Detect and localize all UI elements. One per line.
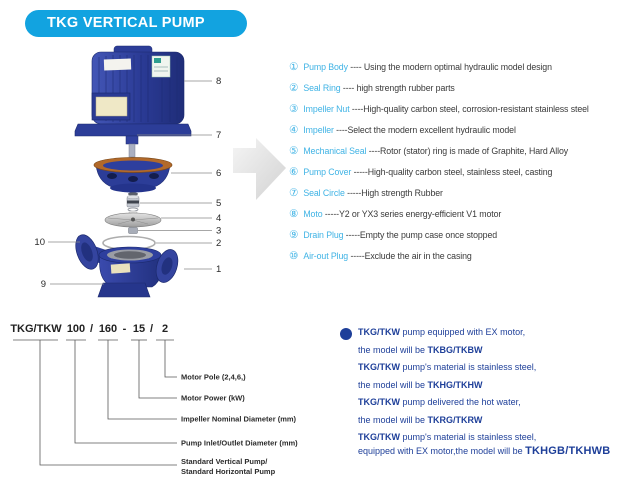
note-text-segment: pump's material is stainless steel, <box>400 432 537 442</box>
part-description: -----Empty the pump case once stopped <box>343 230 498 240</box>
note-line <box>358 414 614 432</box>
parts-list-item <box>289 183 615 204</box>
part-description: ----Rotor (stator) ring is made of Graphite, Hard Alloy <box>366 146 569 156</box>
note-line <box>358 344 614 362</box>
note-line <box>358 326 614 344</box>
model-seg-slash1: / <box>89 323 94 335</box>
note-text-segment: the model will be <box>358 414 428 425</box>
callout-5: 5 <box>216 198 222 209</box>
model-seg-pole: 2 <box>161 323 169 335</box>
part-description: -----Y2 or YX3 series energy-efficient V1 motor <box>322 209 502 219</box>
parts-list-item <box>289 120 615 141</box>
callout-9: 9 <box>40 279 46 290</box>
part-number-badge: ① <box>289 61 299 73</box>
note-text-segment: pump delivered the hot water, <box>400 397 521 407</box>
parts-list-item <box>289 141 615 162</box>
note-text-segment: TKHGB/TKHWB <box>525 444 611 457</box>
note-text-segment: TKG/TKW <box>358 432 400 442</box>
mechanical-seal-illustration <box>127 192 139 211</box>
callout-7: 7 <box>216 130 222 141</box>
note-text-segment: TKG/TKW <box>358 327 400 337</box>
callout-10: 10 <box>34 237 45 248</box>
callout-1: 1 <box>216 264 222 275</box>
callout-8: 8 <box>216 76 222 87</box>
part-number-badge: ③ <box>289 103 299 115</box>
note-text-segment: TKG/TKW <box>358 362 400 372</box>
part-name: Seal Circle <box>303 188 345 198</box>
part-number-badge: ⑤ <box>289 145 299 157</box>
note-line <box>358 361 614 379</box>
model-seg-power: 15 <box>132 323 146 335</box>
part-number-badge: ④ <box>289 124 299 136</box>
note-text-segment: pump equipped with EX motor, <box>400 327 526 337</box>
part-description: -----High-quality carbon steel, stainless steel, casting <box>351 167 553 177</box>
note-line <box>358 445 614 458</box>
callout-2: 2 <box>216 238 222 249</box>
part-name: Impeller <box>303 125 334 135</box>
part-description: ----Select the modern excellent hydraulic model <box>333 125 516 135</box>
note-text-segment: equipped with EX motor,the model will be <box>358 445 526 456</box>
part-name: Impeller Nut <box>303 104 350 114</box>
impeller-nut-illustration <box>129 228 138 234</box>
model-tree-lines <box>13 340 177 465</box>
note-text-segment: the model will be <box>358 344 428 355</box>
part-description: -----High strength Rubber <box>344 188 443 198</box>
label-motor-power: Motor Power (kW) <box>181 393 245 403</box>
part-number-badge: ② <box>289 82 299 94</box>
model-seg-inlet: 100 <box>66 323 86 335</box>
model-code-diagram <box>0 313 310 498</box>
note-text-segment: TKRG/TKRW <box>427 414 483 425</box>
part-name: Seal Ring <box>303 83 341 93</box>
part-number-badge: ⑥ <box>289 166 299 178</box>
model-seg-impeller: 160 <box>98 323 118 335</box>
page-title: TKG VERTICAL PUMP <box>25 10 247 37</box>
label-standard-vertical: Standard Vertical Pump/ <box>181 457 268 466</box>
label-standard-horizontal: Standard Horizontal Pump <box>181 467 276 476</box>
pump-body-illustration <box>71 232 181 297</box>
part-number-badge: ⑦ <box>289 187 299 199</box>
label-inlet-diameter: Pump Inlet/Outlet Diameter (mm) <box>181 438 298 448</box>
parts-list-item <box>289 246 615 267</box>
part-name: Pump Body <box>303 62 348 72</box>
parts-list-item <box>289 162 615 183</box>
impeller-illustration <box>105 211 161 227</box>
label-impeller-diameter: Impeller Nominal Diameter (mm) <box>181 414 297 424</box>
part-name: Pump Cover <box>303 167 352 177</box>
note-text-segment: pump's material is stainless steel, <box>400 362 537 372</box>
model-seg-dash: - <box>122 323 127 335</box>
pump-cover-illustration <box>94 158 172 193</box>
parts-list-item <box>289 99 615 120</box>
part-name: Mechanical Seal <box>303 146 367 156</box>
parts-list-item <box>289 57 615 78</box>
parts-list-item <box>289 204 615 225</box>
right-arrow-icon <box>233 138 286 200</box>
model-variant-notes <box>336 326 614 458</box>
part-name: Air-out Plug <box>303 251 349 261</box>
part-description: ----High-quality carbon steel, corrosion-resistant stainless steel <box>349 104 589 114</box>
note-text-segment: TKHG/TKHW <box>427 379 483 390</box>
part-number-badge: ⑩ <box>289 250 299 262</box>
motor-illustration <box>75 46 191 136</box>
model-seg-series: TKG/TKW <box>10 323 62 335</box>
pump-exploded-diagram <box>0 40 300 320</box>
notes-lines <box>358 326 614 458</box>
model-seg-slash2: / <box>149 323 154 335</box>
part-description: ---- Using the modern optimal hydraulic model design <box>347 62 552 72</box>
callout-3: 3 <box>216 225 222 237</box>
part-description: ---- high strength rubber parts <box>340 83 455 93</box>
parts-list-item <box>289 78 615 99</box>
note-line <box>358 396 614 414</box>
part-description: -----Exclude the air in the casing <box>348 251 472 261</box>
callout-6: 6 <box>216 168 222 179</box>
label-motor-pole: Motor Pole (2,4,6,) <box>181 372 246 382</box>
note-line <box>358 379 614 397</box>
bullet-icon <box>340 328 352 340</box>
part-number-badge: ⑧ <box>289 208 299 220</box>
callout-4: 4 <box>216 213 222 224</box>
note-text-segment: TKG/TKW <box>358 397 400 407</box>
part-name: Drain Plug <box>303 230 344 240</box>
parts-list <box>289 57 615 267</box>
parts-list-item <box>289 225 615 246</box>
note-text-segment: TKBG/TKBW <box>427 344 483 355</box>
note-text-segment: the model will be <box>358 379 428 390</box>
part-number-badge: ⑨ <box>289 229 299 241</box>
part-name: Moto <box>303 209 323 219</box>
